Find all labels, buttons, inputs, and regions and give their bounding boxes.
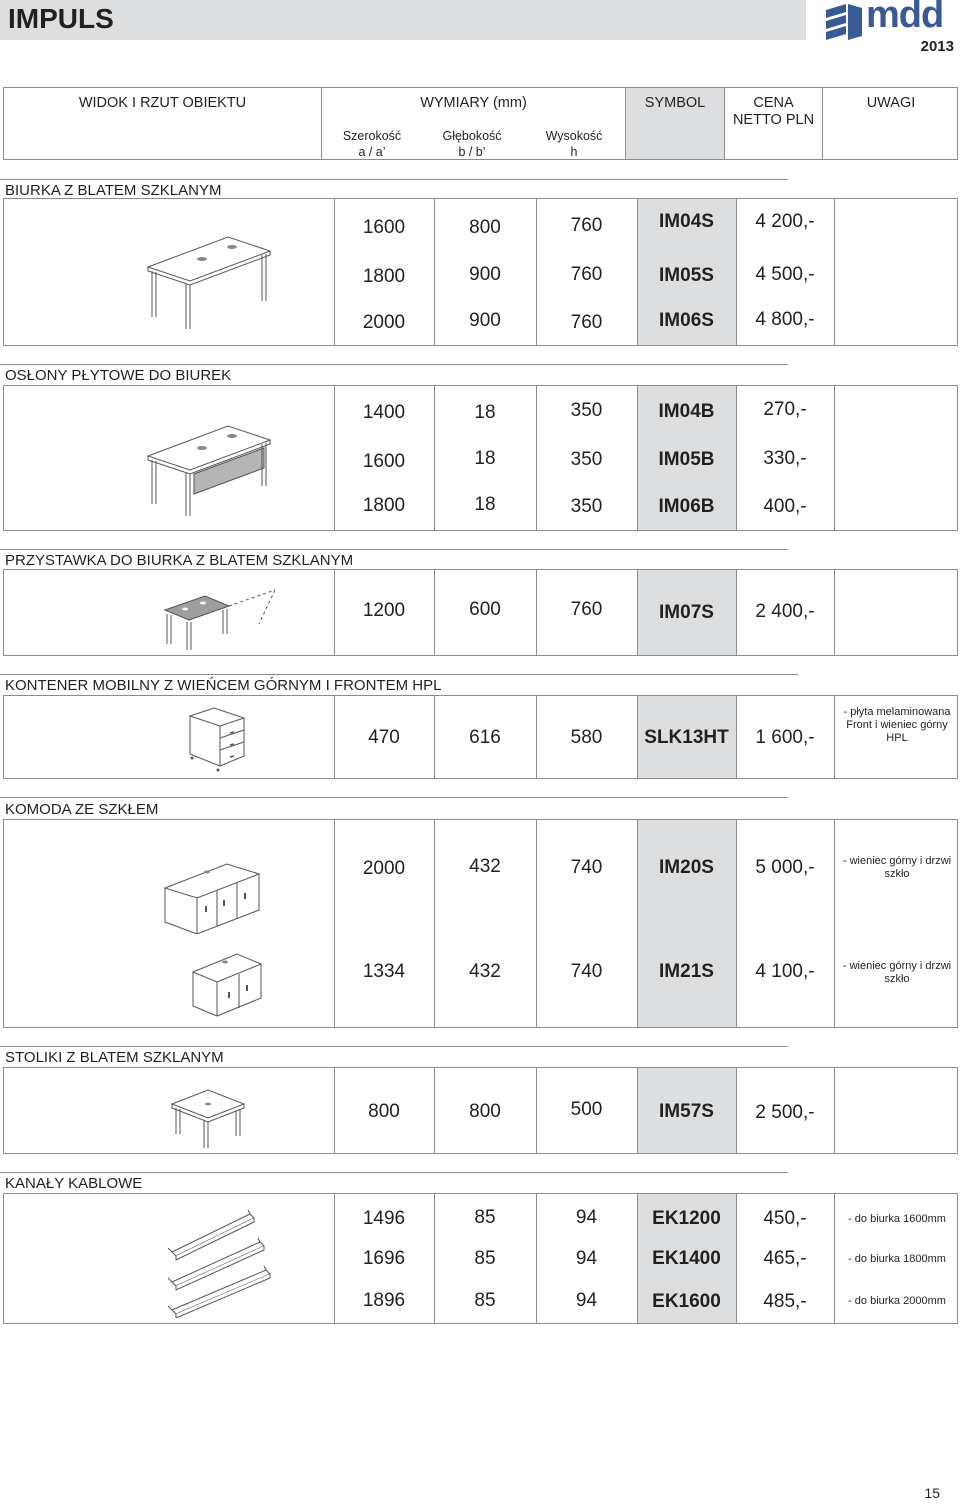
table-extension [3,569,958,656]
cell-height: 350 [570,449,603,470]
panel-drawing-icon [142,410,277,522]
section-title-desks: BIURKA Z BLATEM SZKLANYM [5,182,222,199]
cell-note: - płyta melaminowana Front i wieniec górny HPL [843,706,951,744]
sideboard-small-drawing-icon [187,942,267,1018]
cell-price: 4 500,- [755,264,815,285]
cell-depth: 18 [474,402,496,423]
desk-drawing-icon [142,217,277,335]
cell-depth: 18 [474,494,496,515]
page-number: 15 [924,1485,940,1501]
cell-note: - do biurka 1800mm [848,1253,946,1265]
cell-price: 2 400,- [755,601,815,622]
section-rule [0,549,788,550]
cell-price: 400,- [763,496,807,517]
cell-depth: 900 [469,264,501,285]
section-title-cable-trays: KANAŁY KABLOWE [5,1175,143,1192]
cell-symbol: IM06S [659,310,714,331]
cell-height: 94 [575,1207,598,1228]
cell-price: 1 600,- [755,727,815,748]
section-rule [0,1046,788,1047]
sideboard-large-drawing-icon [159,848,264,934]
cell-price: 4 200,- [755,211,815,232]
cell-width: 470 [368,727,400,748]
cell-price: 450,- [763,1208,807,1229]
cell-width: 1696 [362,1248,406,1269]
header-bar [0,0,806,40]
cell-height: 350 [570,400,603,421]
cell-width: 800 [368,1101,400,1122]
cell-height: 760 [570,215,603,236]
cell-width: 1600 [362,451,406,472]
cell-width: 1400 [362,402,406,423]
cell-depth: 85 [474,1207,496,1228]
col-view [4,88,322,159]
col-notes-label: UWAGI [866,95,916,111]
col-height-sub: h [570,145,578,159]
cell-depth: 85 [474,1290,496,1311]
cell-symbol: IM04B [658,401,715,422]
cell-symbol: IM20S [659,857,714,878]
cell-symbol: IM57S [659,1101,714,1122]
cell-height: 94 [575,1290,598,1311]
section-title-panels: OSŁONY PŁYTOWE DO BIUREK [5,367,232,384]
cell-height: 580 [570,727,603,748]
cell-symbol: SLK13HT [644,727,729,748]
cell-note: - do biurka 1600mm [848,1213,946,1225]
cell-height: 350 [570,496,603,517]
col-depth-label: Głębokość [442,129,502,143]
cell-price: 330,- [763,448,807,469]
section-title-pedestal: KONTENER MOBILNY Z WIEŃCEM GÓRNYM I FRONTEM HPL [5,677,442,694]
col-price-sub: NETTO PLN [732,112,815,128]
cell-height: 760 [570,264,603,285]
cell-width: 1800 [362,266,406,287]
col-width-label: Szerokość [342,129,402,143]
col-dims [322,88,626,159]
cell-height: 500 [570,1099,603,1120]
section-rule [0,1172,788,1173]
cell-depth: 600 [469,599,501,620]
cell-height: 94 [575,1248,598,1269]
col-price-label: CENA [753,95,794,111]
cell-price: 465,- [763,1248,807,1269]
section-title-extension: PRZYSTAWKA DO BIURKA Z BLATEM SZKLANYM [5,552,354,569]
table-desks [3,198,958,346]
cell-depth: 800 [469,217,501,238]
cell-height: 740 [570,961,603,982]
cell-depth: 432 [469,961,501,982]
logo-text: mdd [866,0,944,36]
logo-year: 2013 [920,38,954,55]
cell-symbol: IM06B [658,496,715,517]
cell-depth: 616 [469,727,501,748]
section-title-sideboard: KOMODA ZE SZKŁEM [5,801,159,818]
cell-symbol: EK1600 [652,1291,721,1312]
col-view-label: WIDOK I RZUT OBIEKTU [78,95,247,111]
cell-price: 4 800,- [755,309,815,330]
cell-symbol: EK1200 [652,1208,721,1229]
col-notes [823,88,959,159]
section-rule [0,674,798,675]
section-rule [0,179,788,180]
col-height-label: Wysokość [545,129,603,143]
table-sideboard [3,819,958,1028]
section-rule [0,364,788,365]
cell-width: 1334 [362,961,406,982]
table-panels [3,385,958,531]
table-coffee-tables [3,1067,958,1154]
cell-width: 2000 [362,312,406,333]
col-depth-sub: b / b’ [458,145,486,159]
cell-price: 4 100,- [755,961,815,982]
cell-symbol: IM21S [659,961,714,982]
cell-symbol: IM04S [659,211,714,232]
cable-trays-drawing-icon [164,1206,276,1318]
cell-height: 760 [570,312,603,333]
cell-note: - do biurka 2000mm [848,1295,946,1307]
cell-symbol: EK1400 [652,1248,721,1269]
cell-width: 1200 [362,600,406,621]
cell-price: 485,- [763,1291,807,1312]
cell-depth: 432 [469,856,501,877]
cell-symbol: IM05B [658,449,715,470]
cell-width: 2000 [362,858,406,879]
cell-depth: 800 [469,1101,501,1122]
mdd-logo [820,0,960,58]
pedestal-drawing-icon [184,704,250,776]
cell-price: 270,- [763,399,807,420]
cell-note: - wieniec górny i drzwi szkło [842,855,952,880]
cell-height: 760 [570,599,603,620]
extension-drawing-icon [159,584,279,650]
cell-note: - wieniec górny i drzwi szkło [842,960,952,985]
col-symbol-label: SYMBOL [644,95,706,111]
coffee-table-drawing-icon [166,1082,251,1150]
col-dims-label: WYMIARY (mm) [420,95,527,111]
cell-width: 1800 [362,495,406,516]
logo-mark-icon [822,2,868,42]
cell-symbol: IM07S [659,602,714,623]
table-pedestal [3,695,958,779]
cell-price: 2 500,- [755,1102,815,1123]
section-rule [0,797,788,798]
cell-height: 740 [570,857,603,878]
cell-symbol: IM05S [659,265,714,286]
page-title: IMPULS [8,3,114,34]
cell-depth: 900 [469,310,501,331]
col-symbol [626,88,725,159]
column-header [3,87,958,160]
cell-depth: 18 [474,448,496,469]
cell-depth: 85 [474,1248,496,1269]
section-title-coffee-tables: STOLIKI Z BLATEM SZKLANYM [5,1049,224,1066]
cell-width: 1600 [362,217,406,238]
col-price [725,88,823,159]
cell-width: 1896 [362,1290,406,1311]
cell-price: 5 000,- [755,857,815,878]
col-width-sub: a / a’ [358,145,386,159]
cell-width: 1496 [362,1208,406,1229]
table-cable-trays [3,1193,958,1324]
